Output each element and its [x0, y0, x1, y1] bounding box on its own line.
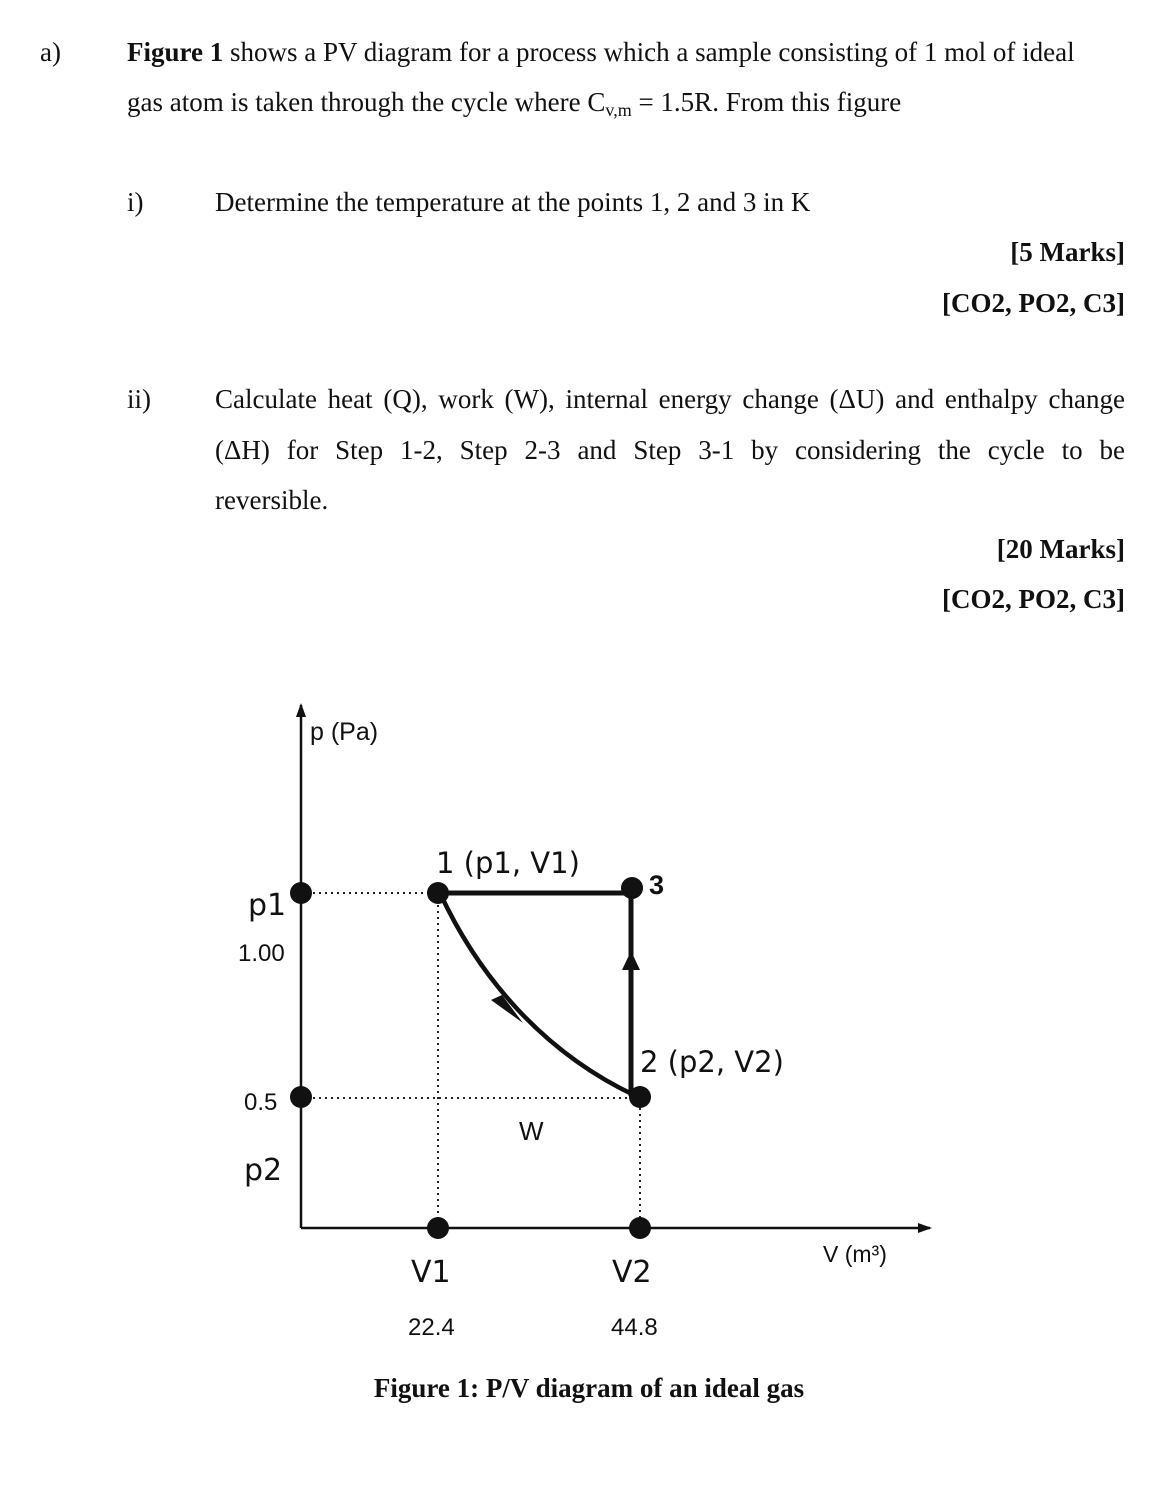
y-tick-p1-dot	[290, 882, 312, 904]
x-tick-v1-value: 22.4	[408, 1314, 455, 1341]
x-tick-v2-dot	[629, 1217, 651, 1239]
intro-line1-text: shows a PV diagram for a process which a sample consisting of 1 mol of ideal	[223, 37, 1075, 67]
y-axis-label: p (Pa)	[310, 718, 379, 746]
figure-caption: Figure 1: P/V diagram of an ideal gas	[373, 1373, 805, 1403]
guide-lines	[313, 893, 640, 1220]
part-ii-marks: [20 Marks]	[996, 534, 1125, 564]
y-tick-p2: p2	[244, 1153, 283, 1188]
point-2-label: 2 (p2, V2)	[640, 1045, 784, 1079]
y-tick-p1: p1	[248, 888, 287, 923]
y-tick-p2-dot	[290, 1086, 312, 1108]
figure-reference: Figure 1	[127, 37, 224, 67]
y-tick-p2-value: 0.5	[244, 1089, 278, 1116]
point-1-label: 1 (p1, V1)	[436, 846, 580, 880]
x-tick-v1: V1	[411, 1255, 451, 1290]
x-tick-v1-dot	[427, 1217, 449, 1239]
part-ii-line2: (ΔH) for Step 1-2, Step 2-3 and Step 3-1 by considering the cycle to be	[215, 435, 1125, 465]
point-3-label: 3	[649, 870, 665, 900]
point-2	[629, 1086, 651, 1108]
y-tick-p1-value: 1.00	[238, 940, 285, 967]
intro-line2-pre: gas atom is taken through the cycle where C	[127, 87, 606, 117]
x-tick-v2: V2	[612, 1255, 652, 1290]
intro-line2-post: = 1.5R. From this figure	[631, 87, 902, 117]
intro-line2-sub: v,m	[605, 100, 632, 120]
question-label: a)	[40, 37, 61, 67]
path-1-2	[440, 893, 636, 1096]
part-ii-label: ii)	[127, 384, 151, 414]
part-i-marks: [5 Marks]	[1010, 237, 1125, 267]
part-ii-outcomes: [CO2, PO2, C3]	[942, 584, 1125, 614]
point-1	[427, 882, 449, 904]
path-2-3-arrow	[622, 951, 640, 970]
part-i-outcomes: [CO2, PO2, C3]	[942, 288, 1125, 318]
point-3	[621, 877, 643, 899]
x-tick-v2-value: 44.8	[611, 1314, 658, 1341]
x-axis-label: V (m³)	[823, 1241, 887, 1267]
work-area-label: W	[519, 1116, 544, 1146]
part-ii-line3: reversible.	[215, 485, 329, 515]
part-i-label: i)	[127, 187, 144, 217]
part-i-text: Determine the temperature at the points 1, 2 and 3 in K	[215, 187, 811, 217]
part-ii-line1: Calculate heat (Q), work (W), internal energy change (ΔU) and enthalpy change	[215, 384, 1125, 414]
